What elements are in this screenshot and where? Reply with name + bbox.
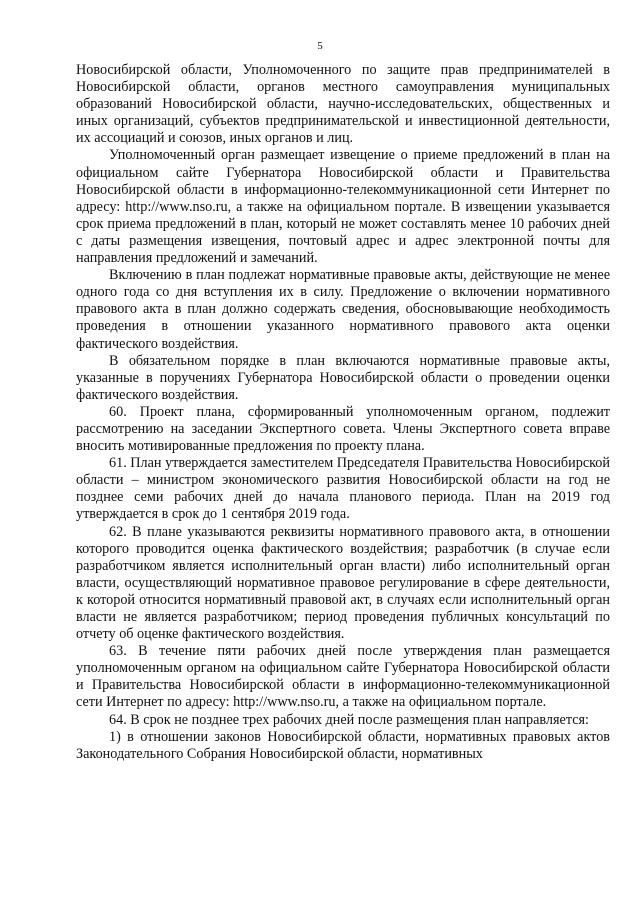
- document-body: [76, 62, 610, 763]
- paragraph-subitem-1: 1) в отношении законов Новосибирской области, нормативных правовых актов Законодательного Собрания Новосибирской области, нормативных: [76, 728, 610, 762]
- paragraph-item-63: 63. В течение пяти рабочих дней после утверждения план размещается уполномоченным органом на официальном сайте Губернатора Новосибирской области и Правительства Новосибирской области в информационно-телекоммуникационной сети Интернет по адресу: http://www.nso.ru, а также на официальном портале.: [76, 643, 610, 711]
- paragraph-item-62: 62. В плане указываются реквизиты нормативного правового акта, в отношении которого проводится оценка фактического воздействия; разработчик (в случае если разработчиком является исполнительный орган власти) либо исполнительный орган власти, осуществляющий нормативное правовое регулирование в сфере деятельности, к которой относится нормативный правовой акт, в случаях если исполнительный орган власти не является разработчиком; период проведения публичных консультаций по отчету об оценке фактического воздействия.: [76, 523, 610, 643]
- paragraph-item-61: 61. План утверждается заместителем Председателя Правительства Новосибирской области – министром экономического развития Новосибирской области на год не позднее семи рабочих дней до начала планового периода. План на 2019 год утверждается в срок до 1 сентября 2019 года.: [76, 455, 610, 523]
- paragraph-mandatory-inclusion: В обязательном порядке в план включаются нормативные правовые акты, указанные в поручениях Губернатора Новосибирской области о проведении оценки фактического воздействия.: [76, 352, 610, 403]
- paragraph-item-64: 64. В срок не позднее трех рабочих дней после размещения план направляется:: [109, 711, 589, 728]
- paragraph-item-60: 60. Проект плана, сформированный уполномоченным органом, подлежит рассмотрению на заседании Экспертного совета. Члены Экспертного совета вправе вносить мотивированные предложения по проекту плана.: [76, 403, 610, 455]
- paragraph-continuation: Новосибирской области, Уполномоченного по защите прав предпринимателей в Новосибирской области, органов местного самоуправления муниципальных образований Новосибирской области, научно-исследовательских, общественных и иных организаций, субъектов предпринимательской и инвестиционной деятельности, их ассоциаций и союзов, иных органов и лиц.: [76, 62, 610, 147]
- paragraph-notice: Уполномоченный орган размещает извещение о приеме предложений в план на официальном сайте Губернатора Новосибирской области и Правительства Новосибирской области в информационно-телекоммуникационной сети Интернет по адресу: http://www.nso.ru, а также на официальном портале. В извещении указывается срок приема предложений в план, который не может составлять менее 10 рабочих дней с даты размещения извещения, почтовый адрес и адрес электронной почты для направления предложений и замечаний.: [76, 147, 610, 267]
- paragraph-inclusion-criteria: Включению в план подлежат нормативные правовые акты, действующие не менее одного года со дня вступления их в силу. Предложение о включении нормативного правового акта в план должно содержать сведения, обосновывающие необходимость проведения в отношении указанного нормативного правового акта оценки фактического воздействия.: [76, 267, 610, 352]
- page-number: 5: [317, 40, 323, 52]
